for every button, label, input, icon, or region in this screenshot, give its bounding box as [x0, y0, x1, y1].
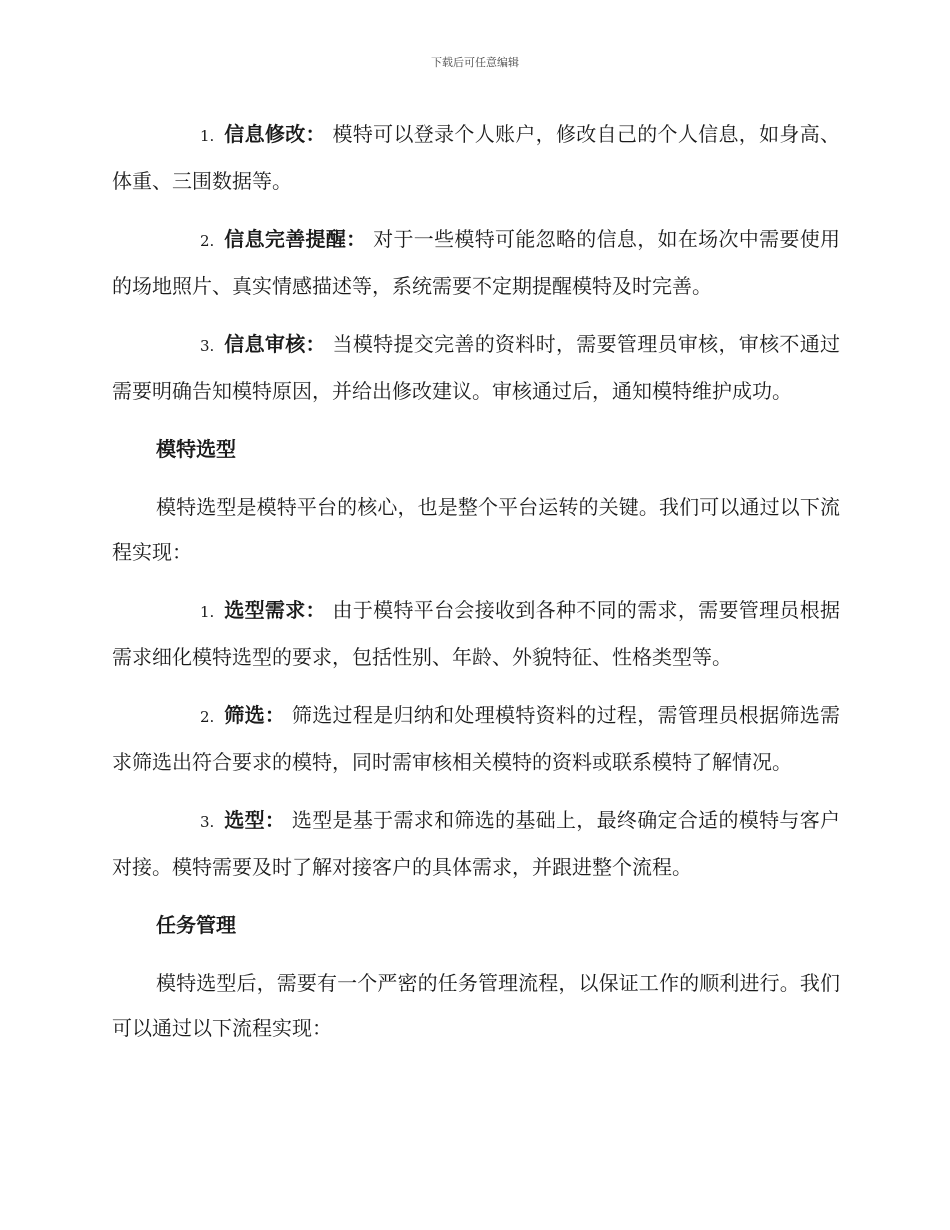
item-text: 当模特提交完善的资料时，需要管理员审核，审核不通过需要明确告知模特原因，并给出修改建议。审核通过后，通知模特维护成功。 — [112, 332, 841, 403]
item-text: 筛选过程是归纳和处理模特资料的过程，需管理员根据筛选需求筛选出符合要求的模特，同时需审核相关模特的资料或联系模特了解情况。 — [112, 703, 841, 774]
section-heading: 模特选型 — [156, 437, 236, 461]
item-text: 对于一些模特可能忽略的信息，如在场次中需要使用的场地照片、真实情感描述等，系统需要不定期提醒模特及时完善。 — [112, 227, 841, 298]
list-item — [112, 693, 840, 785]
document-body — [112, 112, 840, 1064]
item-number: 3. — [200, 337, 215, 355]
section-intro: 模特选型是模特平台的核心，也是整个平台运转的关键。我们可以通过以下流程实现： — [112, 495, 840, 564]
item-number: 1. — [200, 127, 215, 145]
item-number: 3. — [200, 813, 215, 831]
item-text: 选型是基于需求和筛选的基础上，最终确定合适的模特与客户对接。模特需要及时了解对接客户的具体需求，并跟进整个流程。 — [112, 808, 841, 879]
item-number: 2. — [200, 708, 215, 726]
item-title: 信息审核： — [224, 332, 326, 356]
item-number: 1. — [200, 603, 215, 621]
item-title: 信息完善提醒： — [224, 227, 367, 251]
page-header: 下载后可任意编辑 — [431, 56, 519, 69]
item-text: 模特可以登录个人账户，修改自己的个人信息，如身高、体重、三围数据等。 — [112, 122, 841, 193]
list-item — [112, 112, 840, 204]
item-number: 2. — [200, 232, 215, 250]
item-title: 选型： — [224, 808, 286, 832]
item-title: 选型需求： — [224, 598, 326, 622]
list-item — [112, 217, 840, 309]
item-title: 信息修改： — [224, 122, 326, 146]
list-item — [112, 322, 840, 414]
section-intro: 模特选型后，需要有一个严密的任务管理流程，以保证工作的顺利进行。我们可以通过以下流程实现： — [112, 971, 840, 1040]
list-item — [112, 798, 840, 890]
item-title: 筛选： — [224, 703, 286, 727]
section-heading: 任务管理 — [156, 913, 236, 937]
item-text: 由于模特平台会接收到各种不同的需求，需要管理员根据需求细化模特选型的要求，包括性别、年龄、外貌特征、性格类型等。 — [112, 598, 841, 669]
list-item — [112, 588, 840, 680]
